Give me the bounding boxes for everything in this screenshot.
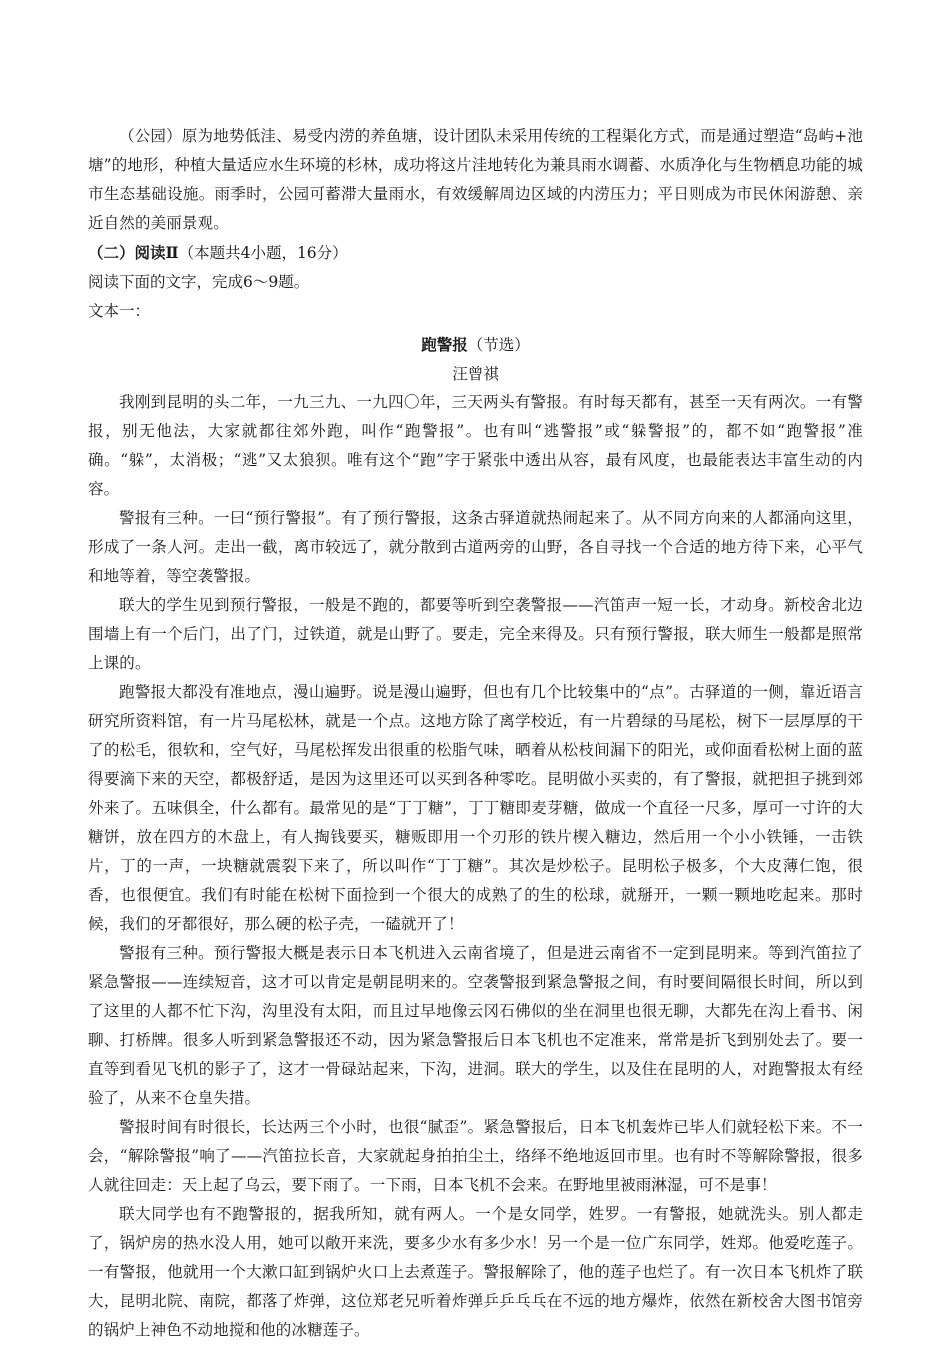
document-page: [88, 122, 863, 1345]
section-note: （本题共4小题，16分）: [178, 244, 348, 262]
article-title: 跑警报: [421, 335, 468, 354]
section-heading: [88, 238, 863, 268]
instruction-text: 阅读下面的文字，完成6～9题。: [88, 273, 310, 291]
article-paragraph: 跑警报大都没有准地点，漫山遍野。说是漫山遍野，但也有几个比较集中的“点”。古驿道的一侧，靠近语言研究所资料馆，有一片马尾松林，就是一个点。这地方除了离学校近，有一片碧绿的马尾松，树下一层厚厚的干了的松毛，很软和，空气好，马尾松挥发出很重的松脂气味，晒着从松枝间漏下的阳光，或仰面看松树上面的蓝得要滴下来的天空，都极舒适，是因为这里还可以买到各种零吃。昆明做小买卖的，有了警报，就把担子挑到郊外来了。五味俱全，什么都有。最常见的是“丁丁糖”，丁丁糖即麦芽糖，做成一个直径一尺多，厚可一寸许的大糖饼，放在四方的木盘上，有人掏钱要买，糖贩即用一个刃形的铁片楔入糖边，然后用一个小小铁锤，一击铁片，丁的一声，一块糖就震裂下来了，所以叫作“丁丁糖”。其次是炒松子。昆明松子极多，个大皮薄仁饱，很香，也很便宜。我们有时能在松树下面捡到一个很大的成熟了的生的松球，就掰开，一颗一颗地吃起来。那时候，我们的牙都很好，那么硬的松子壳，一磕就开了！: [88, 683, 863, 933]
section-label: （二）阅读Ⅱ: [88, 243, 179, 262]
article-title-line: [88, 330, 863, 360]
intro-paragraph: （公园）原为地势低洼、易受内涝的养鱼塘，设计团队未采用传统的工程渠化方式，而是通过塑造“岛屿+池塘”的地形，种植大量适应水生环境的杉林，成功将这片洼地转化为兼具雨水调蓄、水质净化与生物栖息功能的城市生态基础设施。雨季时，公园可蓄滞大量雨水，有效缓解周边区域的内涝压力；平日则成为市民休闲游憩、亲近自然的美丽景观。: [88, 127, 863, 232]
article-paragraph: 我刚到昆明的头二年，一九三九、一九四〇年，三天两头有警报。有时每天都有，甚至一天有两次。一有警报，别无他法，大家就都往郊外跑，叫作“跑警报”。也有叫“逃警报”或“躲警报”的，都不如“跑警报”准确。“躲”，太消极；“逃”又太狼狈。唯有这个“跑”字于紧张中透出从容，最有风度，也最能表达丰富生动的内容。: [88, 393, 863, 498]
article-paragraph: 警报有三种。预行警报大概是表示日本飞机进入云南省境了，但是进云南省不一定到昆明来。等到汽笛拉了紧急警报——连续短音，这才可以肯定是朝昆明来的。空袭警报到紧急警报之间，有时要间隔很长时间，所以到了这里的人都不忙下沟，沟里没有太阳，而且过早地像云冈石佛似的坐在洞里也很无聊，大都先在沟上看书、闲聊、打桥牌。很多人听到紧急警报还不动，因为紧急警报后日本飞机也不定准来，常常是折飞到别处去了。要一直等到看见飞机的影子了，这才一骨碌站起来，下沟，进洞。联大的学生，以及住在昆明的人，对跑警报太有经验了，从来不仓皇失措。: [88, 944, 863, 1107]
text-label: 文本一：: [88, 302, 151, 320]
article-author: 汪曾祺: [452, 365, 499, 383]
article-paragraph: 联大同学也有不跑警报的，据我所知，就有两人。一个是女同学，姓罗。一有警报，她就洗头。别人都走了，锅炉房的热水没人用，她可以敞开来洗，要多少水有多少水！另一个是一位广东同学，姓郑。他爱吃莲子。一有警报，他就用一个大漱口缸到锅炉火口上去煮莲子。警报解除了，他的莲子也烂了。有一次日本飞机炸了联大，昆明北院、南院，都落了炸弹，这位郑老兄听着炸弹乒乒乓乓在不远的地方爆炸，依然在新校舍大图书馆旁的锅炉上神色不动地搅和他的冰糖莲子。: [88, 1205, 863, 1339]
article-title-note: （节选）: [467, 336, 530, 354]
article-paragraph: 联大的学生见到预行警报，一般是不跑的，都要等听到空袭警报——汽笛声一短一长，才动身。新校舍北边围墙上有一个后门，出了门，过铁道，就是山野了。要走，完全来得及。只有预行警报，联大师生一般都是照常上课的。: [88, 596, 863, 672]
article-paragraph: 警报时间有时很长，长达两三个小时，也很“腻歪”。紧急警报后，日本飞机轰炸已毕人们就轻松下来。不一会，“解除警报”响了——汽笛拉长音，大家就起身拍拍尘土，络绎不绝地返回市里。也有时不等解除警报，很多人就往回走：天上起了乌云，要下雨了。一下雨，日本飞机不会来。在野地里被雨淋湿，可不是事！: [88, 1118, 863, 1194]
article-paragraph: 警报有三种。一曰“预行警报”。有了预行警报，这条古驿道就热闹起来了。从不同方向来的人都涌向这里，形成了一条人河。走出一截，离市较远了，就分散到古道两旁的山野，各自寻找一个合适的地方待下来，心平气和地等着，等空袭警报。: [88, 509, 863, 585]
